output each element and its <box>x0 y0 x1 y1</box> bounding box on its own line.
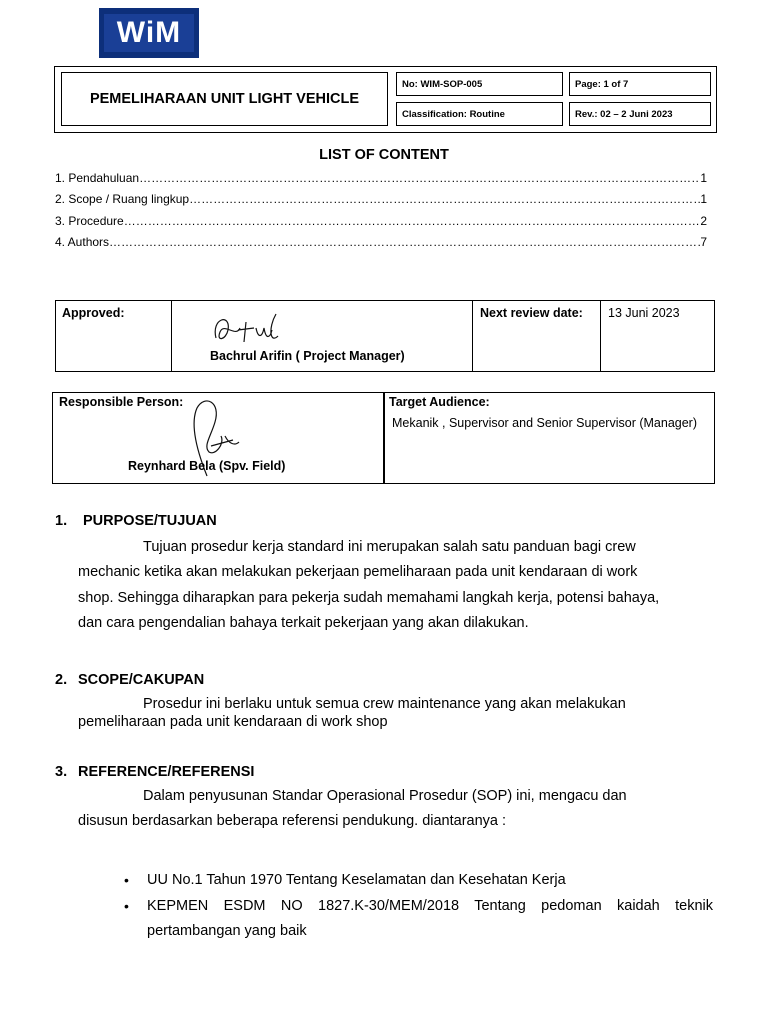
toc-item-label: 2. Scope / Ruang lingkup <box>55 192 190 206</box>
paragraph-line: mechanic ketika akan melakukan pekerjaan pemeliharaan pada unit kendaraan di work <box>78 564 638 580</box>
logo-text: WiM <box>104 14 194 52</box>
audience-text: Mekanik , Supervisor and Senior Supervisor (Manager) <box>392 416 697 430</box>
table-divider <box>472 300 473 372</box>
list-item-continuation: pertambangan yang baik <box>147 923 307 939</box>
toc-item-label: 4. Authors <box>55 235 110 249</box>
toc-item[interactable] <box>55 192 707 206</box>
toc-item[interactable] <box>55 171 707 185</box>
list-item: KEPMEN ESDM NO 1827.K-30/MEM/2018 Tentang pedoman kaidah teknik <box>147 898 713 914</box>
section-number: 3. <box>55 764 68 780</box>
section-heading-purpose: PURPOSE/TUJUAN <box>83 513 217 529</box>
toc-item-page: 1 <box>700 171 707 185</box>
responsible-label: Responsible Person: <box>59 395 184 409</box>
toc-item-label: 1. Pendahuluan <box>55 171 140 185</box>
next-review-label: Next review date: <box>480 306 583 320</box>
approved-label: Approved: <box>62 306 125 320</box>
paragraph-line: Prosedur ini berlaku untuk semua crew maintenance yang akan melakukan <box>143 696 626 712</box>
bullet-icon: • <box>124 898 129 914</box>
paragraph-line: shop. Sehingga diharapkan para pekerja sudah memahami langkah kerja, potensi bahaya, <box>78 590 660 606</box>
table-divider <box>383 392 385 484</box>
section-heading-reference: REFERENCE/REFERENSI <box>78 764 255 780</box>
page-number: Page: 1 of 7 <box>569 72 711 96</box>
toc-item[interactable] <box>55 235 707 249</box>
list-item: UU No.1 Tahun 1970 Tentang Keselamatan dan Kesehatan Kerja <box>147 872 566 888</box>
toc-item-page: 1 <box>700 192 707 206</box>
approver-name: Bachrul Arifin ( Project Manager) <box>210 349 405 363</box>
responsible-name: Reynhard Bela (Spv. Field) <box>128 459 286 473</box>
document-title: PEMELIHARAAN UNIT LIGHT VEHICLE <box>61 72 388 126</box>
paragraph-line: disusun berdasarkan beberapa referensi pendukung. diantaranya : <box>78 813 507 829</box>
section-number: 1. <box>55 513 68 529</box>
company-logo <box>99 8 199 58</box>
paragraph-line: Dalam penyusunan Standar Operasional Prosedur (SOP) ini, mengacu dan <box>143 788 627 804</box>
bullet-icon: • <box>124 872 129 888</box>
section-number: 2. <box>55 672 68 688</box>
paragraph-line: Tujuan prosedur kerja standard ini merupakan salah satu panduan bagi crew <box>143 539 636 555</box>
document-number: No: WIM-SOP-005 <box>396 72 563 96</box>
toc-item-page: 2 <box>700 214 707 228</box>
toc-heading: LIST OF CONTENT <box>319 147 449 163</box>
table-divider <box>171 300 172 372</box>
next-review-date: 13 Juni 2023 <box>608 306 680 320</box>
toc-item-page: 7 <box>700 235 707 249</box>
section-heading-scope: SCOPE/CAKUPAN <box>78 672 205 688</box>
paragraph-line: pemeliharaan pada unit kendaraan di work shop <box>78 714 388 730</box>
paragraph-line: dan cara pengendalian bahaya terkait pekerjaan yang akan dilakukan. <box>78 615 529 631</box>
table-divider <box>600 300 601 372</box>
audience-label: Target Audience: <box>389 395 490 409</box>
classification: Classification: Routine <box>396 102 563 126</box>
revision: Rev.: 02 – 2 Juni 2023 <box>569 102 711 126</box>
toc-item-label: 3. Procedure <box>55 214 124 228</box>
toc-item[interactable] <box>55 214 707 228</box>
